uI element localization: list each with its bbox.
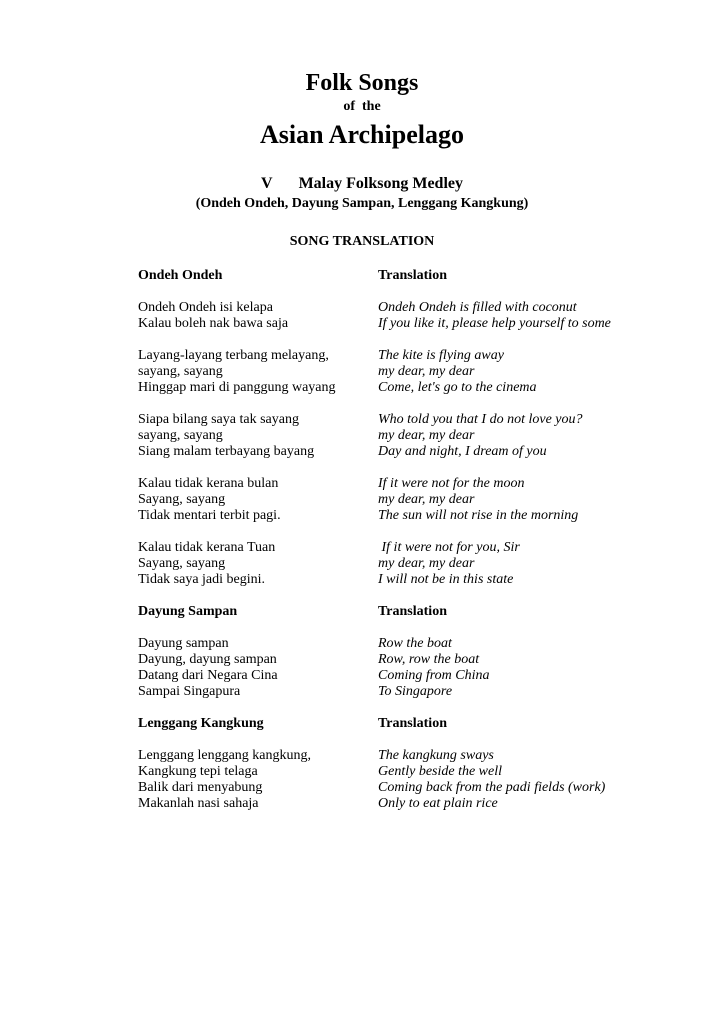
stanza — [138, 636, 700, 700]
song-section-lenggang-kangkung — [138, 716, 700, 812]
lyric-row — [138, 780, 700, 796]
lyric-translation: If it were not for you, Sir — [378, 539, 520, 555]
lyric-row — [138, 764, 700, 780]
doc-title-line3: Asian Archipelago — [260, 120, 464, 150]
lyric-row — [138, 300, 700, 316]
lyric-row — [138, 796, 700, 812]
song-section-ondeh-ondeh — [138, 268, 700, 588]
stanza — [138, 748, 700, 812]
lyric-translation: Gently beside the well — [378, 763, 503, 779]
song-section-dayung-sampan — [138, 604, 700, 700]
lyric-translation: Come, let's go to the cinema — [378, 379, 537, 395]
lyric-original: Tidak saya jadi begini. — [138, 571, 266, 587]
lyric-translation: The sun will not rise in the morning — [378, 507, 579, 523]
lyric-translation: If it were not for the moon — [378, 475, 525, 491]
lyric-row — [138, 684, 700, 700]
lyric-translation: I will not be in this state — [378, 571, 514, 587]
song-header-row — [138, 604, 700, 620]
lyric-original: Dayung sampan — [138, 635, 229, 651]
lyric-row — [138, 572, 700, 588]
lyric-translation: The kite is flying away — [378, 347, 504, 363]
stanza — [138, 348, 700, 396]
lyric-translation: The kangkung sways — [378, 747, 494, 763]
lyric-original: sayang, sayang — [138, 427, 223, 443]
medley-heading — [0, 175, 724, 193]
lyric-translation: my dear, my dear — [378, 491, 475, 507]
lyric-original: Hinggap mari di panggung wayang — [138, 379, 336, 395]
lyric-translation: If you like it, please help yourself to some — [378, 315, 611, 331]
stanza — [138, 300, 700, 332]
translation-label: Translation — [378, 267, 447, 283]
song-title: Dayung Sampan — [138, 603, 238, 619]
lyric-row — [138, 316, 700, 332]
lyric-original: Tidak mentari terbit pagi. — [138, 507, 281, 523]
translation-label: Translation — [378, 715, 447, 731]
lyric-translation: Row the boat — [378, 635, 452, 651]
lyric-row — [138, 492, 700, 508]
lyric-original: Ondeh Ondeh isi kelapa — [138, 299, 273, 315]
stanza — [138, 540, 700, 588]
lyric-row — [138, 652, 700, 668]
medley-subtitle: (Ondeh Ondeh, Dayung Sampan, Lenggang Kangkung) — [195, 195, 529, 211]
lyric-row — [138, 428, 700, 444]
lyric-row — [138, 636, 700, 652]
lyric-original: sayang, sayang — [138, 363, 223, 379]
lyric-original: Siapa bilang saya tak sayang — [138, 411, 299, 427]
stanza — [138, 412, 700, 460]
lyric-original: Kalau tidak kerana Tuan — [138, 539, 276, 555]
song-title: Lenggang Kangkung — [138, 715, 264, 731]
lyric-translation: my dear, my dear — [378, 427, 475, 443]
lyric-translation: Only to eat plain rice — [378, 795, 498, 811]
lyric-original: Dayung, dayung sampan — [138, 651, 277, 667]
lyric-translation: Who told you that I do not love you? — [378, 411, 583, 427]
lyric-row — [138, 412, 700, 428]
lyric-translation: Ondeh Ondeh is filled with coconut — [378, 299, 577, 315]
lyric-original: Balik dari menyabung — [138, 779, 263, 795]
song-title: Ondeh Ondeh — [138, 267, 223, 283]
lyric-row — [138, 540, 700, 556]
lyric-row — [138, 348, 700, 364]
doc-title-line1: Folk Songs — [305, 70, 419, 96]
lyric-translation: Coming from China — [378, 667, 490, 683]
medley-title: Malay Folksong Medley — [298, 174, 463, 192]
lyric-row — [138, 556, 700, 572]
lyric-original: Makanlah nasi sahaja — [138, 795, 259, 811]
translation-label: Translation — [378, 603, 447, 619]
lyric-original: Kalau boleh nak bawa saja — [138, 315, 289, 331]
section-heading: SONG TRANSLATION — [289, 233, 435, 249]
stanza — [138, 476, 700, 524]
lyric-translation: Row, row the boat — [378, 651, 480, 667]
lyric-original: Layang-layang terbang melayang, — [138, 347, 329, 363]
lyric-original: Kangkung tepi telaga — [138, 763, 258, 779]
lyric-original: Sayang, sayang — [138, 491, 226, 507]
doc-title-line2: of the — [343, 99, 381, 115]
lyric-original: Sampai Singapura — [138, 683, 241, 699]
lyric-original: Kalau tidak kerana bulan — [138, 475, 279, 491]
lyric-row — [138, 668, 700, 684]
lyric-translation: my dear, my dear — [378, 363, 475, 379]
lyric-original: Siang malam terbayang bayang — [138, 443, 315, 459]
song-header-row — [138, 268, 700, 284]
lyric-original: Datang dari Negara Cina — [138, 667, 278, 683]
song-translation-table — [138, 268, 724, 812]
medley-number: V — [261, 174, 273, 192]
lyric-row — [138, 364, 700, 380]
lyric-row — [138, 444, 700, 460]
lyric-row — [138, 476, 700, 492]
song-header-row — [138, 716, 700, 732]
lyric-translation: Day and night, I dream of you — [378, 443, 547, 459]
lyric-translation: my dear, my dear — [378, 555, 475, 571]
lyric-row — [138, 380, 700, 396]
lyric-row — [138, 508, 700, 524]
lyric-row — [138, 748, 700, 764]
lyric-original: Sayang, sayang — [138, 555, 226, 571]
lyric-translation: Coming back from the padi fields (work) — [378, 779, 606, 795]
lyric-translation: To Singapore — [378, 683, 453, 699]
lyric-original: Lenggang lenggang kangkung, — [138, 747, 312, 763]
